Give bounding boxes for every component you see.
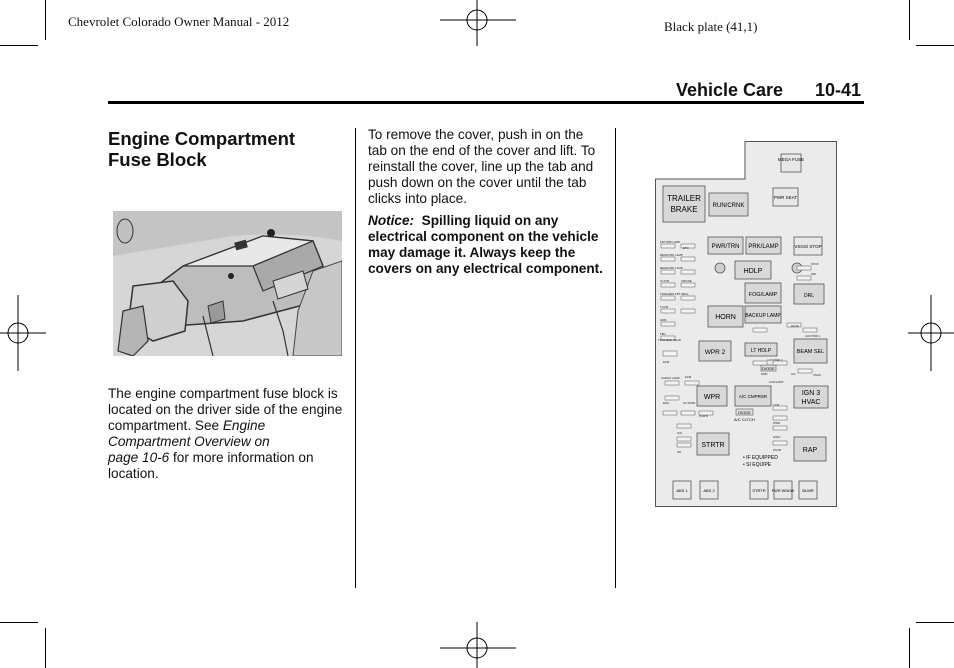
crop-mark [0,622,38,623]
relay [663,186,705,222]
section-name: Vehicle Care [676,80,784,100]
relay [735,386,771,406]
footnote: • SI EQUIPE [743,462,772,468]
fuse-label: TRN/HZRD FRT [660,292,681,296]
fuse-label: ECM [663,360,670,364]
relay-label: LT HDLP [750,348,772,354]
crop-mark [916,622,954,623]
relay [794,284,824,304]
fuse-label: PCM B [699,414,708,418]
diode-label: DIODE [738,410,751,415]
fuse-label: INJ [677,450,682,454]
fuse-label: STRTR [752,488,766,493]
fuse-label: AUX PWR 1 [805,334,821,338]
crop-mark [45,0,46,40]
relay [745,283,781,303]
fuse-label: A/C [791,372,796,376]
relay-label: BACKUP LAMP [745,313,781,319]
fuse-label: FOG/LAMP [769,380,784,384]
fuse-label: TRN/HZRD REAR [658,338,681,342]
relay [697,433,729,455]
diode-label: DIODE [762,366,775,371]
paragraph-text: for more information on location. [108,450,314,481]
fuse-label: PWR SEAT [773,195,798,200]
notice-paragraph [368,213,604,277]
notice-text: Spilling liquid on any electrical component on the vehicle may damage it. Always keep the covers on any electrical component. [368,213,603,276]
location-paragraph [108,386,346,482]
fuse-label: VSGS/ STOP [794,244,822,249]
relay [745,306,781,323]
fuse-label: ROOF [791,324,800,328]
engine-compartment-illustration [113,211,342,356]
bottom-fuse [772,481,795,499]
relay-label: RUN/CRNK [712,203,745,209]
fuse-label: TCCM [660,305,669,309]
fuse-label: VSGS [813,373,821,377]
relay-label: STRTR [701,442,725,449]
relay [746,237,781,254]
section-heading [108,128,348,170]
heading-line: Engine Compartment [108,128,296,149]
fuse-label: HDM [660,318,667,322]
registration-target-left [0,295,46,371]
fuse-label: STOP [811,262,819,266]
crop-mark [909,0,910,40]
fuse-label: ABS 1 [676,488,688,493]
fuse-label: BLWR [802,488,814,493]
registration-target-right [908,295,954,371]
relay [794,386,828,408]
relay [708,237,743,254]
crop-mark [909,628,910,668]
footnote: • IF EQUIPPED [743,455,778,461]
fuse-label: REAR PRK LAMP [660,266,683,270]
relay-label: IGN 3 [801,390,821,397]
relay-label: BRAKE [670,205,698,214]
relay [697,386,727,406]
column-divider [355,128,356,588]
bottom-fuse [750,481,768,499]
fuse-label: ABS 2 [703,488,715,493]
relay [709,193,748,216]
crop-mark [45,628,46,668]
manual-title: Chevrolet Colorado Owner Manual - 2012 [68,14,290,29]
relay [794,437,826,461]
fuse-label: PSCM [773,448,782,452]
registration-target-bottom [440,622,516,668]
fuse-label: A/C CLTCH [734,417,755,422]
fuse-label: AUX PWR 2 [767,358,783,362]
bottom-fuse [700,481,718,499]
relay-label: PWR/TRN [711,244,740,250]
relay-label: WPR [703,394,721,401]
fuse-label: DRL [811,272,817,276]
middle-column [368,127,604,283]
relay-label: BEAM SEL [796,349,825,355]
fuse-label: CRUISE [681,279,692,283]
fuse-label: TCM [773,403,780,407]
relay [745,343,777,356]
paragraph-text: The engine compartment fuse block is located on the driver side of the engine compartment. See [108,386,343,433]
fuse-label: ENG [663,401,670,405]
relay [699,341,731,361]
bottom-fuse [673,481,691,499]
diode [736,409,753,415]
column-divider [615,128,616,588]
fuse-label: ECM [685,375,692,379]
cross-reference-page-link[interactable]: page 10-6 [108,450,170,465]
fuse-label: FRT PRK LAMP [660,240,681,244]
crop-mark [0,45,38,46]
header-rule [108,101,864,104]
page-number: 10-41 [815,80,862,100]
fuse-label: ETC [683,246,689,250]
registration-target-top [440,0,516,46]
relay-label: FOG/LAMP [748,292,778,298]
relay-label: HORN [715,314,736,321]
relay-label: WPR 2 [704,349,726,356]
diode [761,365,776,371]
bottom-fuse [799,481,817,499]
notice-label: Notice: [368,213,415,228]
crop-mark [916,45,954,46]
fuse-slot [778,154,804,172]
relay [708,306,743,327]
fuse-label: REAR PRK LAMP [660,253,683,257]
fuse-label: SBLG [681,292,689,296]
relay-label: HDLP [743,268,763,275]
fuse-label: O2 SNSR [683,401,696,405]
fuse-label: WSW [773,421,781,425]
fuse-label: WPR [761,372,768,376]
relay [794,339,827,363]
fuse-label: IGN [677,431,682,435]
relay-label: DRL [803,293,815,299]
relay-label: TRAILER [667,194,701,203]
fuse-block-diagram [655,141,837,507]
fuse-label: MEGA FUSE [777,157,805,162]
relay-label: A/C CMPRSR [738,394,768,399]
heading-line: Fuse Block [108,149,207,170]
relay-label: RAP [802,447,818,454]
relay-label: HVAC [801,399,821,406]
plate-label: Black plate (41,1) [664,19,758,34]
relay-label: PRK/LAMP [748,244,779,250]
cover-instructions: To remove the cover, push in on the tab on the end of the cover and lift. To reinstall the cover, line up the tab and push down on the cover until the tab clicks into place. [368,127,596,206]
fuse-label: CARGO LAMP [661,376,680,380]
cross-reference-link[interactable]: Engine Compartment Overview on [108,418,270,449]
relay [735,261,771,279]
fuse-label: CLSTR [660,279,670,283]
fuse-label: HVAC [773,435,781,439]
fuse-slot [773,188,798,206]
fuse-slot [794,237,822,255]
fuse-label: PWR WNDW [771,489,795,493]
fuse-label: TBC [660,332,666,336]
